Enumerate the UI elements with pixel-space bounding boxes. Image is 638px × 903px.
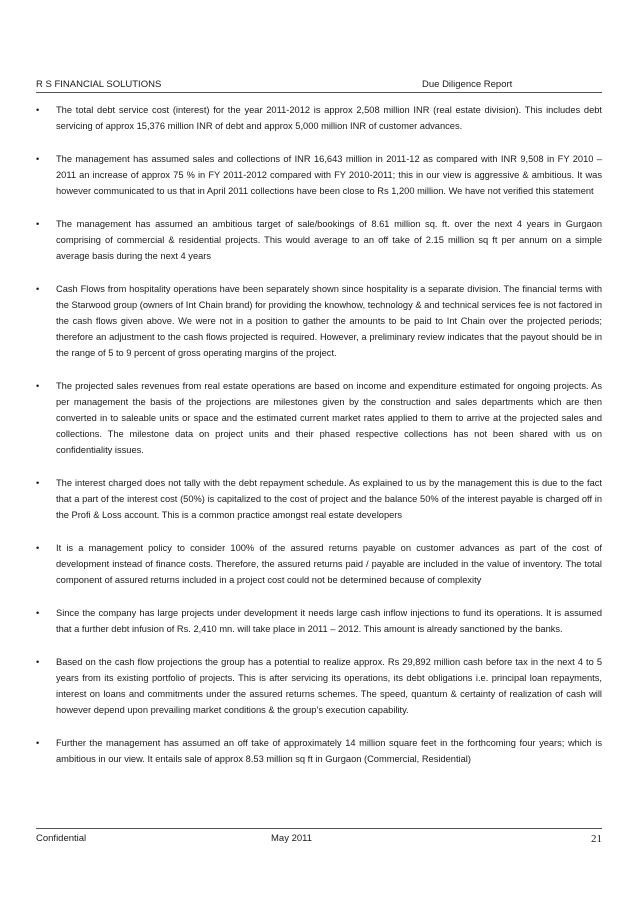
bullet-icon: • (36, 478, 40, 488)
bullet-icon: • (36, 219, 40, 229)
list-item (36, 151, 602, 199)
list-item-text: The interest charged does not tally with the debt repayment schedule. As explained to us by the management this is due to the fact that a part of the interest cost (50%) is capitalized to the cost of project and the balance 50% of the interest payable is charged off in the Profi & Loss account. This is a common practice amongst real estate developers (56, 478, 602, 520)
company-name: R S FINANCIAL SOLUTIONS (36, 79, 162, 90)
report-title: Due Diligence Report (422, 79, 513, 90)
bullet-icon: • (36, 381, 40, 391)
findings-list (36, 102, 602, 784)
list-item-text: Further the management has assumed an off take of approximately 14 million square feet in the forthcoming four years; which is ambitious in our view. It entails sale of approx 8.53 million sq ft in Gurgaon (Commercial, Residential) (56, 738, 602, 764)
bullet-icon: • (36, 105, 40, 115)
page-footer (36, 828, 602, 847)
list-item (36, 216, 602, 264)
bullet-icon: • (36, 608, 40, 618)
bullet-icon: • (36, 657, 40, 667)
list-item (36, 654, 602, 718)
list-item (36, 281, 602, 361)
list-item (36, 475, 602, 523)
bullet-icon: • (36, 284, 40, 294)
bullet-icon: • (36, 738, 40, 748)
list-item (36, 605, 602, 637)
list-item (36, 102, 602, 134)
list-item-text: The projected sales revenues from real estate operations are based on income and expenditure estimated for ongoing projects. As per management the basis of the projections are milestones given by the construction and sales departments which are then converted in to saleable units or space and the estimated current market rates applied to them to arrive at the projected sales and collections. The milestone data on project units and their phased respective collections has not been shared with us on confidentiality issues. (56, 381, 602, 455)
list-item-text: The total debt service cost (interest) for the year 2011-2012 is approx 2,508 million INR (real estate division). This includes debt servicing of approx 15,376 million INR of debt and approx 5,000 million INR of customer advances. (56, 105, 602, 131)
list-item-text: Based on the cash flow projections the group has a potential to realize approx. Rs 29,892 million cash before tax in the next 4 to 5 years from its existing portfolio of projects. This is after servicing its operations, its debt obligations i.e. principal loan repayments, interest on loans and commitments under the assured returns schemes. The speed, quantum & certainty of realization of cash will however depend upon prevailing market conditions & the group’s execution capability. (56, 657, 602, 715)
report-date: May 2011 (271, 833, 313, 844)
list-item-text: Since the company has large projects under development it needs large cash inflow injections to fund its operations. It is assumed that a further debt infusion of Rs. 2,410 mn. will take place in 2011 – 2012. This amount is already sanctioned by the banks. (56, 608, 602, 634)
list-item (36, 540, 602, 588)
bullet-icon: • (36, 154, 40, 164)
list-item (36, 378, 602, 458)
bullet-icon: • (36, 543, 40, 553)
list-item (36, 735, 602, 767)
page-number: 21 (591, 833, 602, 845)
list-item-text: It is a management policy to consider 100% of the assured returns payable on customer advances as part of the cost of development instead of finance costs. Therefore, the assured returns paid / payable are included in the value of inventory. The total component of assured returns included in a project cost could not be determined because of complexity (56, 543, 602, 585)
list-item-text: The management has assumed sales and collections of INR 16,643 million in 2011-12 as compared with INR 9,508 in FY 2010 – 2011 an increase of approx 75 % in FY 2011-2012 compared with FY 2010-2011; this in our view is aggressive & ambitious. It was however communicated to us that in April 2011 collections have been close to Rs 1,200 million. We have not verified this statement (56, 154, 602, 196)
list-item-text: The management has assumed an ambitious target of sale/bookings of 8.61 million sq. ft. over the next 4 years in Gurgaon comprising of commercial & residential projects. This would average to an off take of 2.15 million sq ft per annum on a simple average basis during the next 4 years (56, 219, 602, 261)
confidential-label: Confidential (36, 833, 87, 844)
list-item-text: Cash Flows from hospitality operations have been separately shown since hospitality is a separate division. The financial terms with the Starwood group (owners of Int Chain brand) for providing the knowhow, technology & and technical services fee is not factored in the cash flows given above. We were not in a position to gather the amounts to be paid to Int Chain over the projected periods; therefore an adjustment to the cash flows projected is required. However, a preliminary review indicates that the payout should be in the range of 5 to 9 percent of gross operating margins of the project. (56, 284, 602, 358)
page-header (36, 78, 602, 93)
